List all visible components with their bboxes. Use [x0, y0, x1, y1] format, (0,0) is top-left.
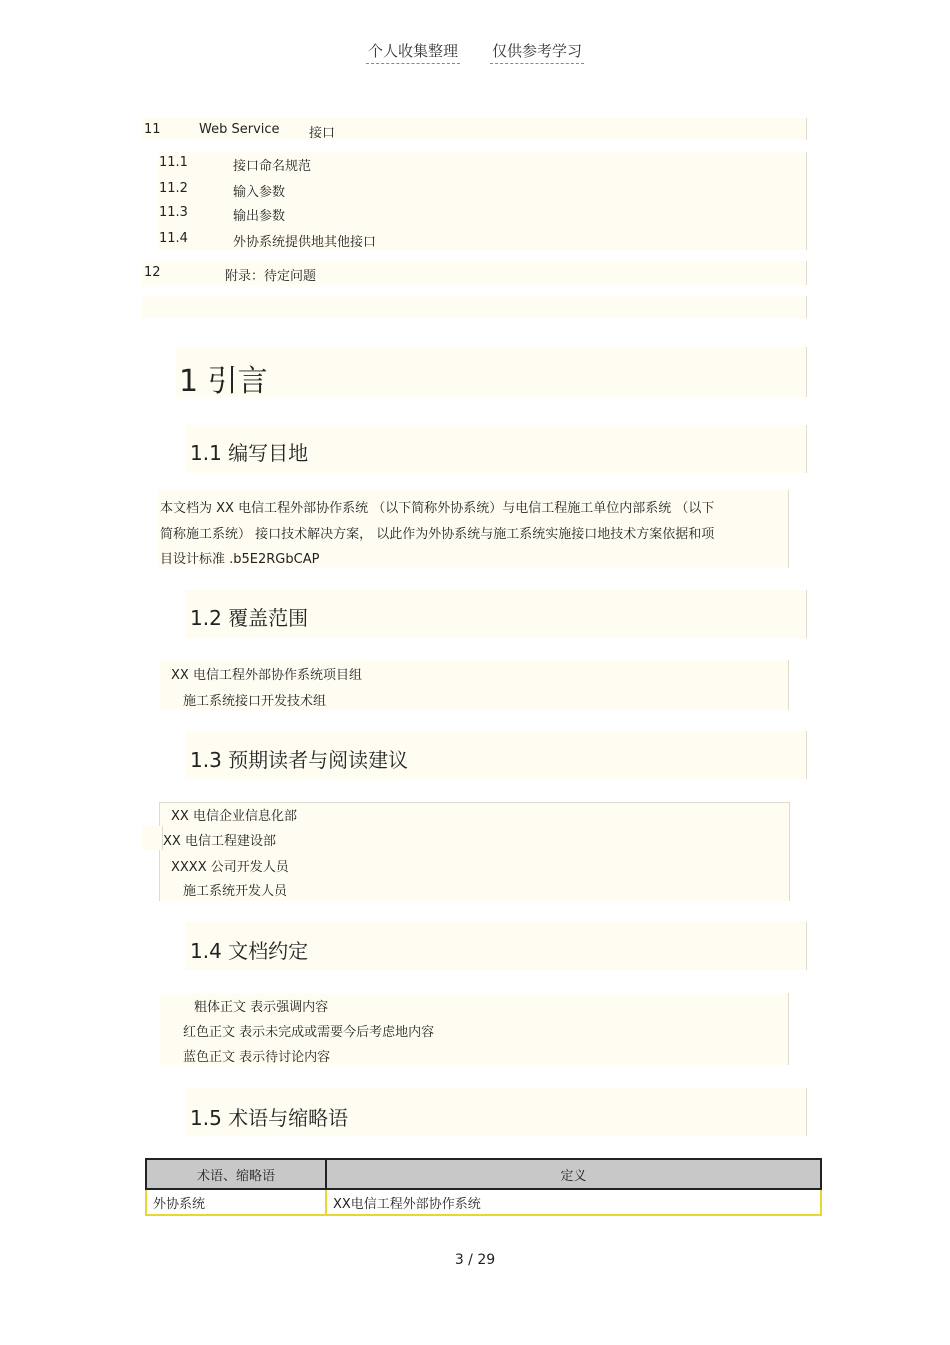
- body-band: [142, 826, 163, 850]
- body-line: 简称施工系统） 接口技术解决方案， 以此作为外协系统与施工系统实施接口地技术方案依据和项: [160, 527, 715, 542]
- column-header: 术语、缩略语: [146, 1159, 326, 1189]
- list-item: 蓝色正文 表示待讨论内容: [183, 1050, 331, 1065]
- list-item: XX 电信工程外部协作系统项目组: [171, 668, 362, 683]
- header-right: 仅供参考学习: [490, 42, 584, 64]
- page-header: [0, 40, 950, 61]
- toc-title: 输入参数: [233, 185, 286, 200]
- list-item: 红色正文 表示未完成或需要今后考虑地内容: [183, 1025, 435, 1040]
- table-row: [146, 1189, 821, 1215]
- toc-item[interactable]: [159, 155, 359, 174]
- table-cell: XX电信工程外部协作系统: [326, 1189, 821, 1215]
- toc-title: 附录：待定问题: [225, 269, 317, 284]
- toc-title: 输出参数: [233, 209, 286, 224]
- body-line: 本文档为 XX 电信工程外部协作系统 （以下简称外协系统）与电信工程施工单位内部系统 （以下: [160, 501, 715, 516]
- toc-title: 外协系统提供地其他接口: [233, 235, 377, 250]
- section-title: 1.2 覆盖范围: [190, 606, 309, 630]
- table-cell: 外协系统: [146, 1189, 326, 1215]
- toc-item[interactable]: [159, 231, 399, 250]
- terms-table: [145, 1158, 822, 1216]
- list-item: XX 电信企业信息化部: [171, 809, 297, 824]
- list-item: XXXX 公司开发人员: [171, 860, 289, 875]
- toc-number: 11.3: [159, 205, 188, 220]
- chapter-title: 1 引言: [179, 364, 268, 399]
- toc-number: 12: [144, 265, 161, 280]
- page-number: 3 / 29: [454, 1252, 496, 1268]
- toc-title: 接口: [309, 126, 336, 141]
- body-line: 目设计标准 .b5E2RGbCAP: [160, 552, 320, 567]
- toc-item[interactable]: [159, 205, 359, 224]
- toc-item[interactable]: [144, 265, 344, 284]
- toc-item[interactable]: [159, 181, 359, 200]
- list-item: XX 电信工程建设部: [163, 834, 276, 849]
- section-title: 1.3 预期读者与阅读建议: [190, 748, 409, 772]
- table-header-row: [146, 1159, 821, 1189]
- toc-number: 11.1: [159, 155, 188, 170]
- toc-title: 接口命名规范: [233, 159, 312, 174]
- toc-number: 11: [144, 122, 161, 137]
- column-header: 定义: [326, 1159, 821, 1189]
- heading-band: [176, 347, 807, 397]
- section-title: 1.4 文档约定: [190, 939, 309, 963]
- list-item: 施工系统开发人员: [183, 884, 288, 899]
- section-title: 1.1 编写目地: [190, 441, 309, 465]
- toc-title: Web Service: [199, 122, 280, 137]
- list-item: 施工系统接口开发技术组: [183, 694, 327, 709]
- toc-number: 11.2: [159, 181, 188, 196]
- toc-item[interactable]: [144, 122, 336, 141]
- list-item: 粗体正文 表示强调内容: [194, 1000, 329, 1015]
- toc-number: 11.4: [159, 231, 188, 246]
- section-title: 1.5 术语与缩略语: [190, 1106, 349, 1130]
- header-left: 个人收集整理: [366, 42, 460, 64]
- toc-band: [142, 296, 807, 318]
